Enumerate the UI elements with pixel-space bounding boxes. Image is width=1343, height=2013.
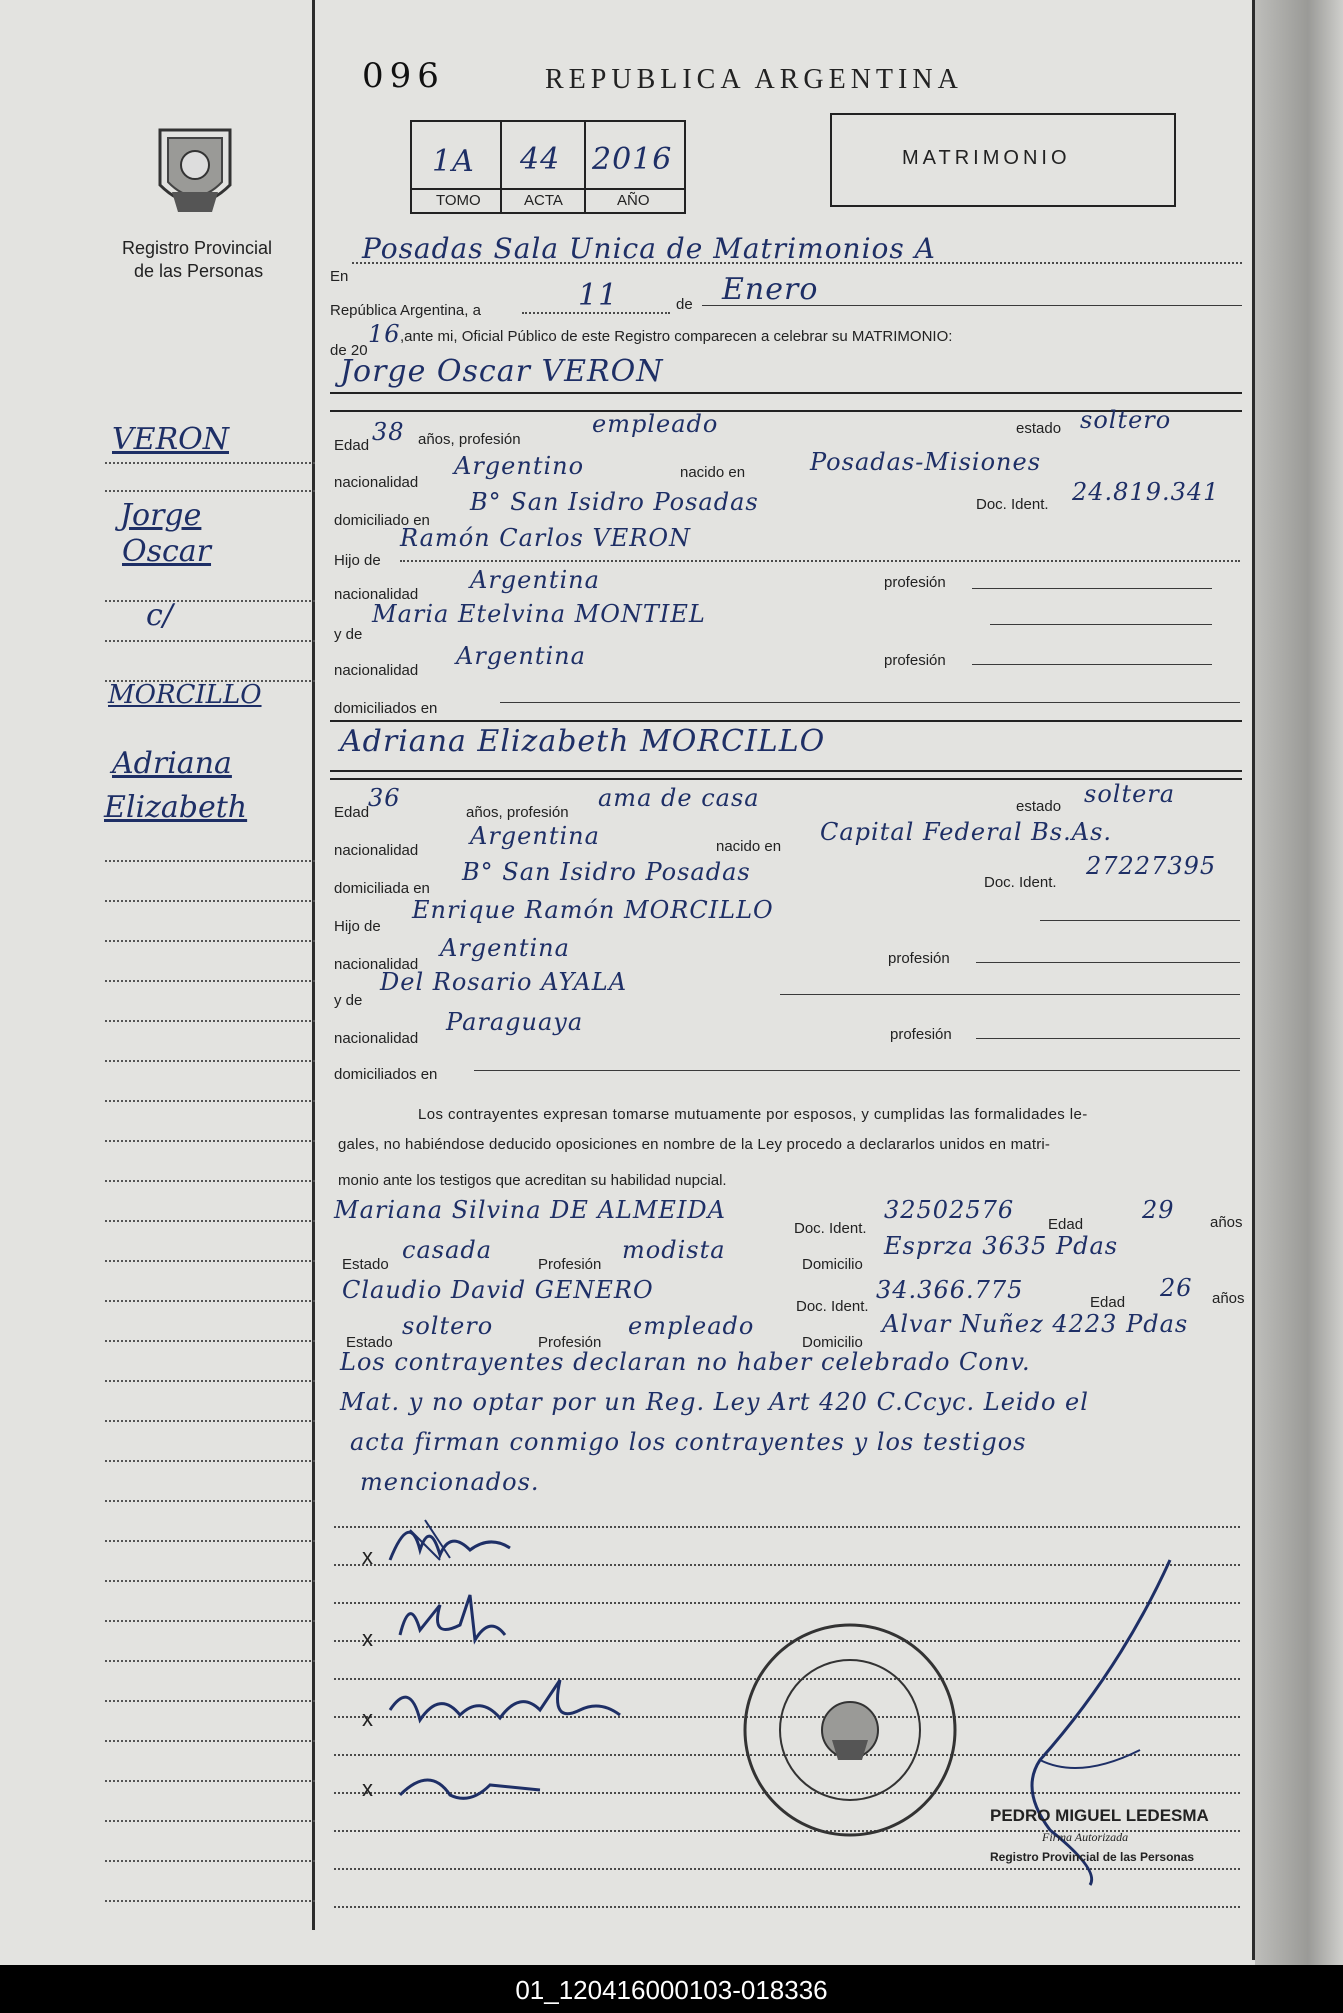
margin-rule-23: [105, 1540, 315, 1542]
label-estado-1: estado: [1016, 420, 1062, 437]
margin-surname-1: VERON: [112, 422, 229, 457]
label-prof-madre-1: profesión: [884, 652, 946, 669]
official-name: PEDRO MIGUEL LEDESMA: [990, 1806, 1209, 1825]
tomo-value: 1A: [432, 144, 475, 179]
label-hijo-2: Hijo de: [334, 918, 381, 935]
label-prof-t1: Profesión: [538, 1256, 602, 1273]
label-nac-padre-2: nacionalidad: [334, 956, 419, 973]
doc1-value: 24.819.341: [1072, 478, 1220, 506]
testigo1-domicilio: Esprza 3635 Pdas: [884, 1232, 1119, 1260]
margin-rule-31: [105, 1860, 315, 1862]
sign-mark-3: x: [362, 1706, 373, 1731]
doc-type-label: MATRIMONIO: [902, 147, 1071, 169]
month-value: Enero: [722, 272, 819, 307]
label-edad-t1: Edad: [1048, 1216, 1084, 1233]
volume-box: [410, 120, 686, 214]
page-edge-shadow: [1255, 0, 1343, 1965]
label-nacido-2: nacido en: [716, 838, 782, 855]
label-domiciliada-2: domiciliada en: [334, 880, 430, 897]
testigo2-domicilio: Alvar Nuñez 4223 Pdas: [882, 1310, 1189, 1338]
label-domiciliados-1: domiciliados en: [334, 700, 438, 717]
padre1-nacionalidad: Argentina: [470, 566, 600, 594]
profesion2-value: ama de casa: [598, 784, 760, 812]
prof-madre1-line: [972, 664, 1212, 665]
margin-second-2: Elizabeth: [104, 790, 248, 825]
madre2-value: Del Rosario AYALA: [380, 968, 628, 996]
padre1-value: Ramón Carlos VERON: [400, 524, 692, 552]
anio-value: 2016: [592, 142, 673, 177]
testigo2-estado: soltero: [402, 1312, 494, 1340]
label-domiciliados-2: domiciliados en: [334, 1066, 438, 1083]
testigo1-edad: 29: [1142, 1196, 1175, 1224]
prof-padre1-line: [972, 588, 1212, 589]
label-de-month: de: [676, 296, 693, 313]
margin-rule-15: [105, 1220, 315, 1222]
margin-second-1: Oscar: [122, 534, 212, 569]
margin-rule-21: [105, 1460, 315, 1462]
tomo-label: TOMO: [436, 192, 481, 209]
madre2-nacionalidad: Paraguaya: [446, 1008, 584, 1036]
padre2-line: [1040, 920, 1240, 921]
label-nac-madre-2: nacionalidad: [334, 1030, 419, 1047]
margin-rule-16: [105, 1260, 315, 1262]
edad2-value: 36: [368, 784, 401, 812]
margin-rule-8: [105, 940, 315, 942]
margin-rule-1: [105, 462, 315, 464]
madre1-line: [990, 624, 1212, 625]
label-doc-1: Doc. Ident.: [976, 496, 1049, 513]
domiciliada2-value: B° San Isidro Posadas: [462, 858, 751, 886]
nacionalidad2-value: Argentina: [470, 822, 600, 850]
label-nac-madre-1: nacionalidad: [334, 662, 419, 679]
official-role: Firma Autorizada: [1042, 1830, 1129, 1844]
sign-mark-2: x: [362, 1626, 373, 1651]
padre2-value: Enrique Ramón MORCILLO: [412, 896, 774, 924]
label-anos-t2: años: [1212, 1290, 1245, 1307]
note-line-4: mencionados.: [360, 1468, 540, 1496]
footer-bar: [0, 1965, 1343, 2013]
profesion1-value: empleado: [592, 410, 719, 438]
margin-rule-11: [105, 1060, 315, 1062]
sign-mark-4: x: [362, 1776, 373, 1801]
official-office: Registro Provincial de las Personas: [990, 1850, 1195, 1864]
rule-11: [334, 1906, 1240, 1908]
acta-value: 44: [520, 142, 561, 177]
registry-line2: de las Personas: [134, 261, 264, 281]
margin-rule-13: [105, 1140, 315, 1142]
anio-label: AÑO: [617, 192, 650, 209]
label-de-20: de 20: [330, 342, 368, 359]
edad1-value: 38: [372, 418, 405, 446]
nacionalidad1-value: Argentino: [454, 452, 585, 480]
provincial-seal-icon: [150, 120, 240, 225]
padre1-dotline: [400, 560, 1240, 562]
body-line1: Los contrayentes expresan tomarse mutuamente por esposos, y cumplidas las formalidades le-: [418, 1106, 1088, 1123]
margin-rule-4: [105, 640, 315, 642]
margin-rule-17: [105, 1300, 315, 1302]
margin-rule-3: [105, 600, 315, 602]
body-line2: gales, no habiéndose deducido oposiciones en nombre de la Ley procedo a declararlos unidos en matri-: [338, 1136, 1051, 1153]
margin-rule-10: [105, 1020, 315, 1022]
year-suffix: 16: [368, 320, 401, 348]
note-line-1: Los contrayentes declaran no haber celebrado Conv.: [340, 1348, 1031, 1376]
margin-rule-9: [105, 980, 315, 982]
margin-rule-30: [105, 1820, 315, 1822]
label-doc-t2: Doc. Ident.: [796, 1298, 869, 1315]
margin-rule-7: [105, 900, 315, 902]
label-estado-t2: Estado: [346, 1334, 393, 1351]
margin-rule-26: [105, 1660, 315, 1662]
note-line-3: acta firman conmigo los contrayentes y los testigos: [350, 1428, 1027, 1456]
margin-surname-2: MORCILLO: [108, 680, 262, 710]
label-doc-t1: Doc. Ident.: [794, 1220, 867, 1237]
prof-padre2-line: [976, 962, 1240, 963]
madre1-nacionalidad: Argentina: [456, 642, 586, 670]
margin-rule-29: [105, 1780, 315, 1782]
label-en: En: [330, 268, 349, 285]
doc-type-box: [830, 113, 1176, 207]
label-prof-madre-2: profesión: [890, 1026, 952, 1043]
testigo1-name: Mariana Silvina DE ALMEIDA: [334, 1196, 726, 1224]
name2-underline: [330, 770, 1242, 772]
label-nacionalidad-2: nacionalidad: [334, 842, 419, 859]
label-ante-mi: ,ante mi, Oficial Público de este Registro comparecen a celebrar su MATRIMONIO:: [400, 328, 953, 345]
madre2-line: [780, 994, 1240, 995]
margin-rule-24: [105, 1580, 315, 1582]
country-heading: REPUBLICA ARGENTINA: [545, 64, 963, 95]
label-yde-2: y de: [334, 992, 363, 1009]
margin-first-1: Jorge: [120, 498, 202, 533]
label-yde-1: y de: [334, 626, 363, 643]
margin-rule-2: [105, 490, 315, 492]
madre1-value: Maria Etelvina MONTIEL: [372, 600, 706, 628]
label-hijo-1: Hijo de: [334, 552, 381, 569]
margin-rule-27: [105, 1700, 315, 1702]
label-estado-2: estado: [1016, 798, 1062, 815]
left-margin-rule: [312, 0, 315, 1930]
testigo1-doc: 32502576: [884, 1196, 1015, 1224]
margin-rule-22: [105, 1500, 315, 1502]
label-domiciliado-1: domiciliado en: [334, 512, 430, 529]
label-anos-prof-2: años, profesión: [466, 804, 569, 821]
label-prof-padre-1: profesión: [884, 574, 946, 591]
label-nac-padre-1: nacionalidad: [334, 586, 419, 603]
margin-rule-19: [105, 1380, 315, 1382]
document-number: 096: [362, 56, 445, 96]
signature-4: [390, 1755, 560, 1815]
estado1-value: soltero: [1080, 406, 1172, 434]
name1-underline: [330, 392, 1242, 394]
label-nacionalidad-1: nacionalidad: [334, 474, 419, 491]
margin-rule-20: [105, 1420, 315, 1422]
label-domicilio-t2: Domicilio: [802, 1334, 863, 1351]
note-line-2: Mat. y no optar por un Reg. Ley Art 420 C.Ccyc. Leido el: [340, 1388, 1089, 1416]
body-line3: monio ante los testigos que acreditan su habilidad nupcial.: [338, 1172, 727, 1189]
label-edad-t2: Edad: [1090, 1294, 1126, 1311]
round-seal-icon: [740, 1620, 960, 1840]
domiciliados2-line: [474, 1070, 1240, 1071]
margin-rule-6: [105, 860, 315, 862]
margin-rule-18: [105, 1340, 315, 1342]
prof-madre2-line: [976, 1038, 1240, 1039]
nacido2-value: Capital Federal Bs.As.: [820, 818, 1113, 846]
label-domicilio-t1: Domicilio: [802, 1256, 863, 1273]
name2-rule-top: [330, 720, 1242, 722]
margin-rule-14: [105, 1180, 315, 1182]
registry-line1: Registro Provincial: [122, 238, 273, 258]
testigo2-profesion: empleado: [628, 1312, 755, 1340]
testigo2-edad: 26: [1160, 1274, 1193, 1302]
acta-label: ACTA: [524, 192, 563, 209]
label-doc-2: Doc. Ident.: [984, 874, 1057, 891]
testigo2-name: Claudio David GENERO: [342, 1276, 654, 1304]
signature-1: [380, 1500, 530, 1580]
en-value: Posadas Sala Unica de Matrimonios A: [362, 232, 936, 265]
signature-2: [390, 1585, 520, 1655]
label-prof-t2: Profesión: [538, 1334, 602, 1351]
label-anos-t1: años: [1210, 1214, 1243, 1231]
sign-mark-1: x: [362, 1544, 373, 1569]
signature-3: [380, 1670, 640, 1750]
nacido1-value: Posadas-Misiones: [810, 448, 1042, 476]
label-nacido-1: nacido en: [680, 464, 746, 481]
doc2-value: 27227395: [1086, 852, 1217, 880]
domiciliados1-line: [500, 702, 1240, 703]
label-estado-t1: Estado: [342, 1256, 389, 1273]
margin-rule-28: [105, 1740, 315, 1742]
label-edad-2: Edad: [334, 804, 370, 821]
footer-id: 01_120416000103-018336: [515, 1975, 828, 2005]
domiciliado1-value: B° San Isidro Posadas: [470, 488, 759, 516]
label-prof-padre-2: profesión: [888, 950, 950, 967]
margin-conjunction: c/: [146, 598, 173, 633]
margin-rule-12: [105, 1100, 315, 1102]
margin-rule-32: [105, 1900, 315, 1902]
estado2-value: soltera: [1084, 780, 1176, 808]
testigo1-estado: casada: [402, 1236, 493, 1264]
margin-first-2: Adriana: [112, 746, 232, 781]
testigo1-profesion: modista: [622, 1236, 726, 1264]
margin-rule-25: [105, 1620, 315, 1622]
label-edad-1: Edad: [334, 437, 370, 454]
contrayente1-name: Jorge Oscar VERON: [340, 354, 664, 389]
label-republica: República Argentina, a: [330, 302, 481, 319]
testigo2-doc: 34.366.775: [876, 1276, 1024, 1304]
label-anos-prof-1: años, profesión: [418, 431, 521, 448]
padre2-nacionalidad: Argentina: [440, 934, 570, 962]
day-value: 11: [578, 278, 619, 313]
contrayente2-name: Adriana Elizabeth MORCILLO: [340, 724, 826, 759]
